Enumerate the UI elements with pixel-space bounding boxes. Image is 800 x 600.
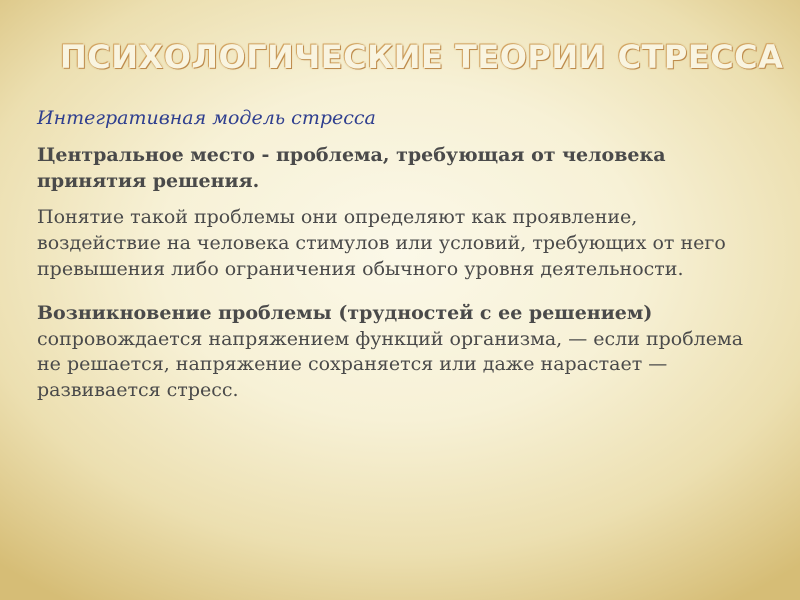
paragraph-problem-definition: Понятие такой проблемы они определяют как проявление, воздействие на человека стимулов или условий, требующих от него превышения либо ограничения обычного уровня деятельности. xyxy=(37,206,726,280)
paragraph-stress-development-bold: Возникновение проблемы (трудностей с ее решением) xyxy=(37,301,653,324)
paragraph-stress-development xyxy=(37,301,757,404)
slide-content xyxy=(37,106,757,413)
slide-subtitle: Интегративная модель стресса xyxy=(37,107,376,129)
paragraph-stress-development-rest: сопровождается напряжением функций организма, — если проблема не решается, напряжение сохраняется или даже нарастает — развивается стресс. xyxy=(37,327,744,402)
paragraph-central-problem: Центральное место - проблема, требующая от человека принятия решения. xyxy=(37,143,666,192)
slide-title: ПСИХОЛОГИЧЕСКИЕ ТЕОРИИ СТРЕССА xyxy=(60,38,784,76)
